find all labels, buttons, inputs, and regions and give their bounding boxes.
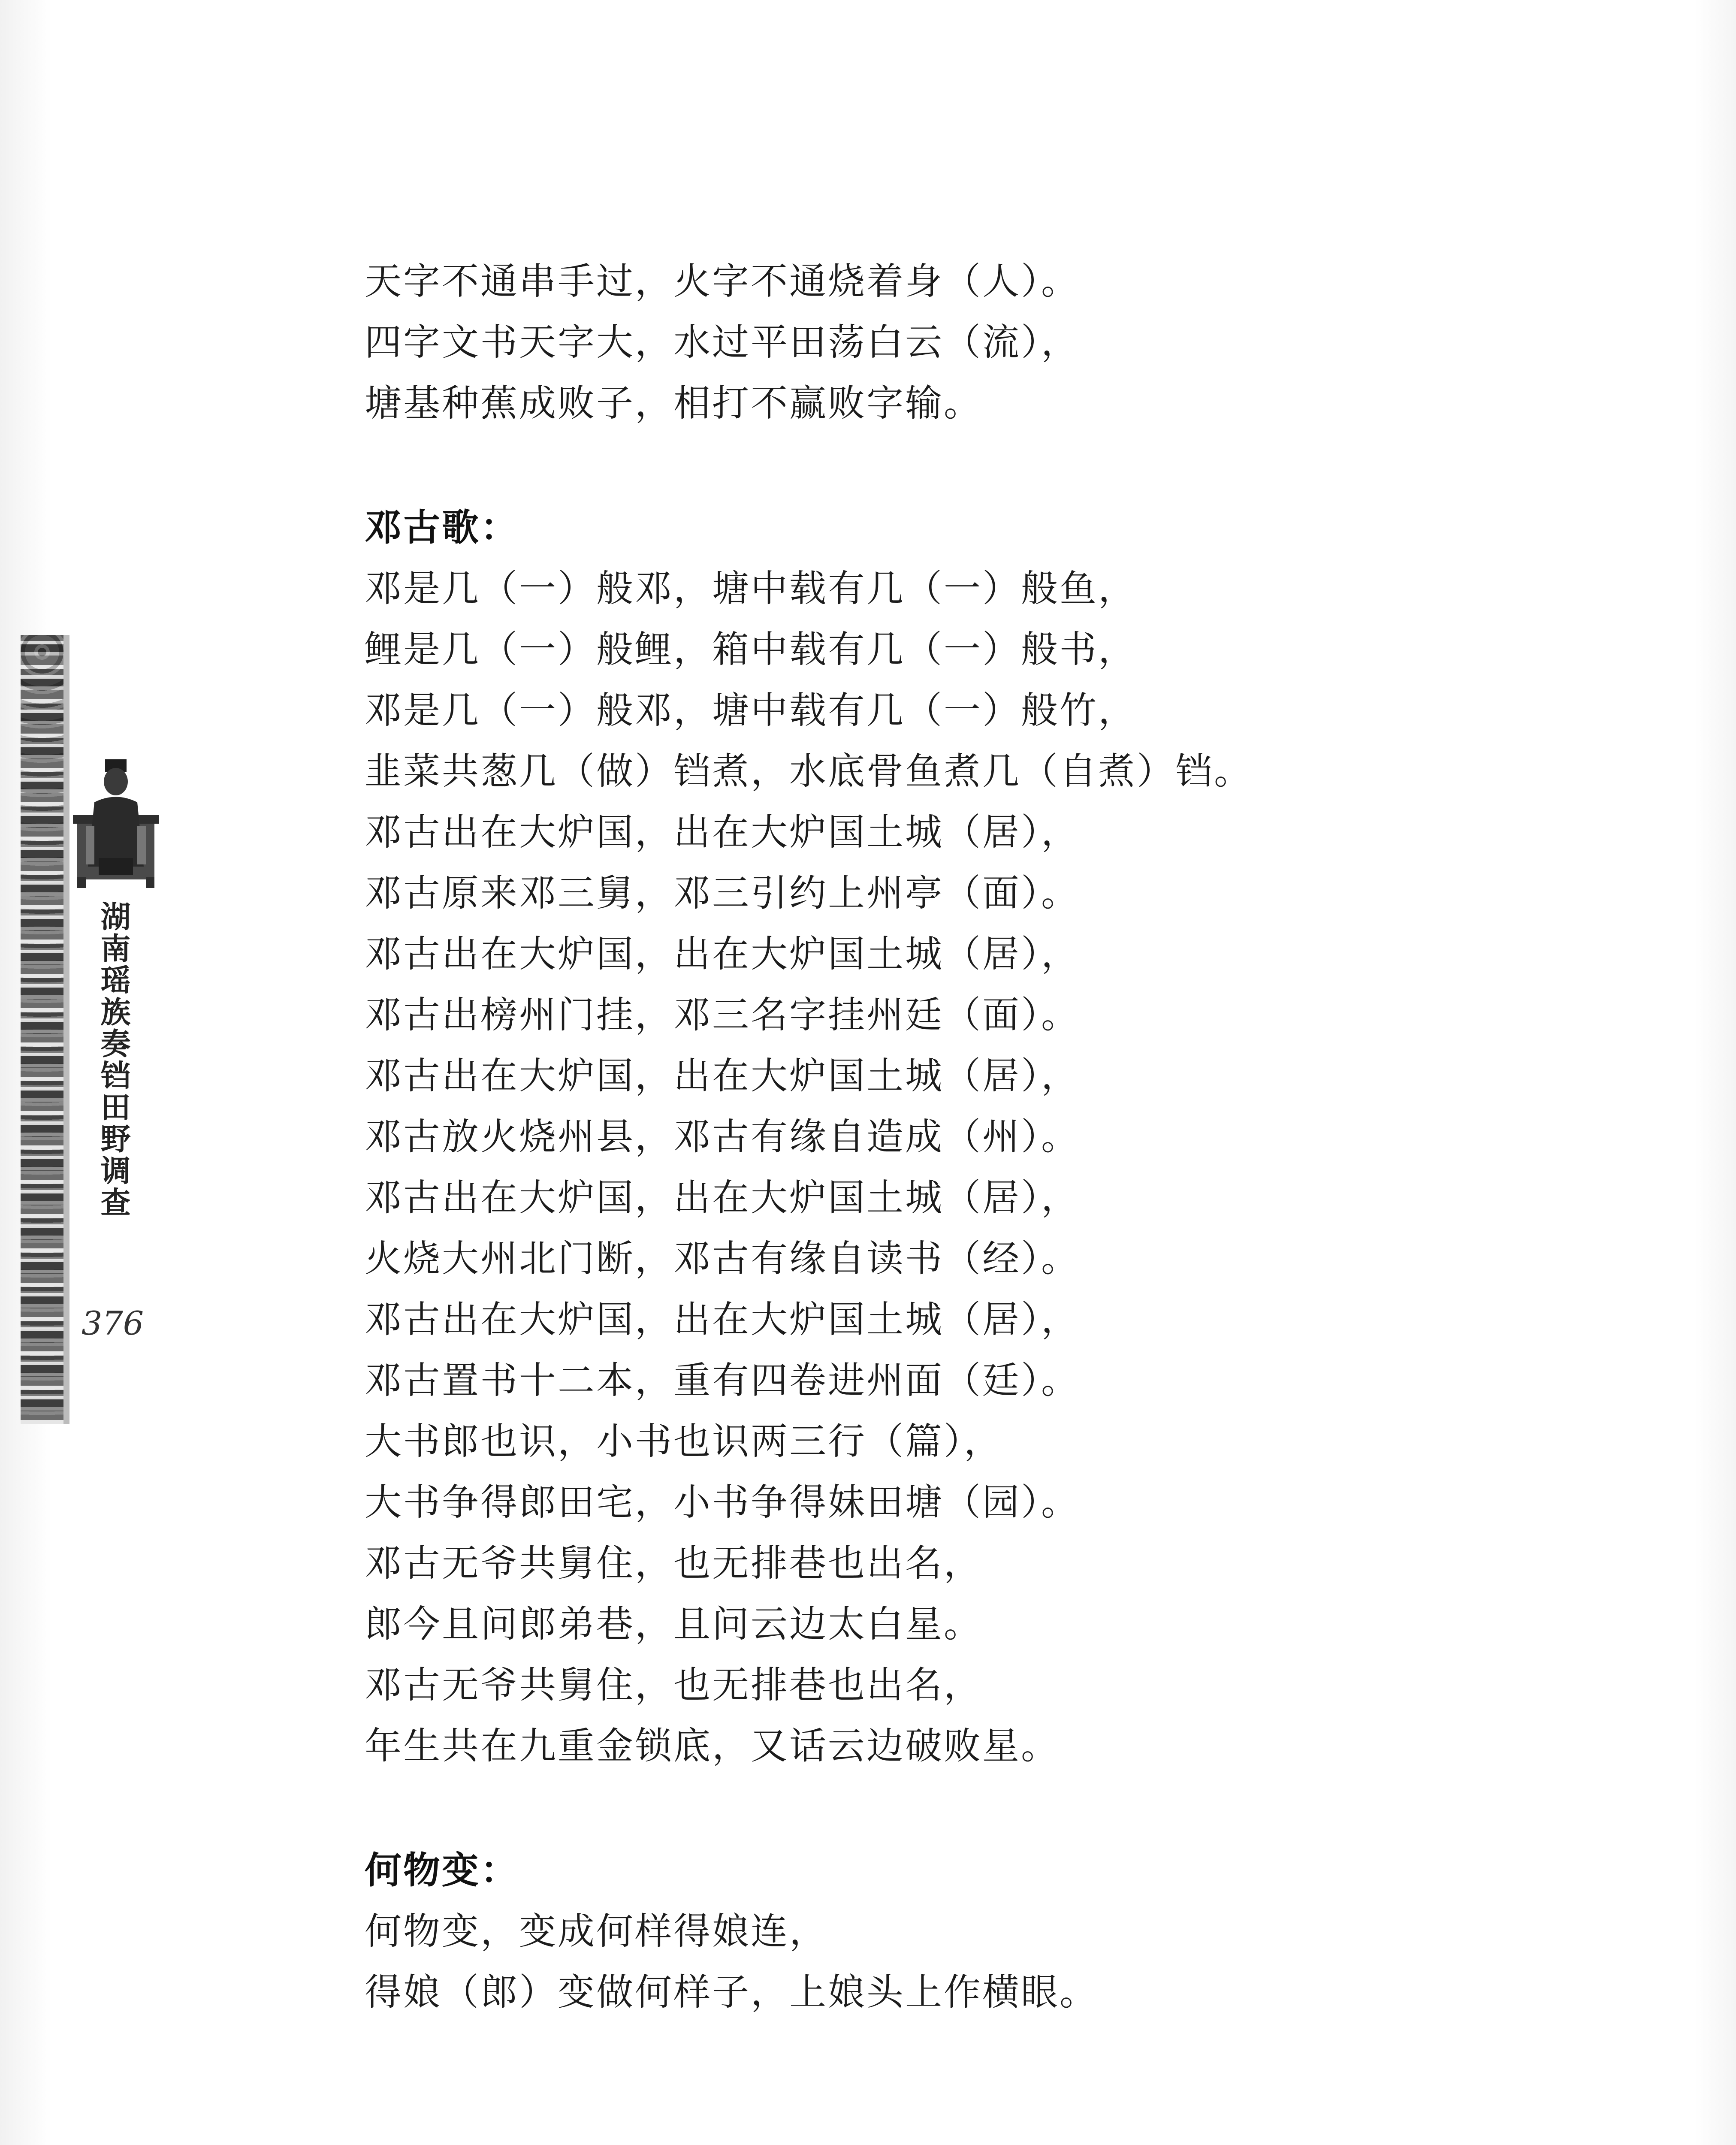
text-line: 邓古出在大炉国，出在大炉国土城（居）， — [365, 1176, 1080, 1219]
text-line: 邓古出榜州门挂，邓三名字挂州廷（面）。 — [365, 994, 1080, 1036]
text-line: 邓是几（一）般邓，塘中载有几（一）般鱼， — [365, 567, 1137, 610]
text-line: 邓古出在大炉国，出在大炉国土城（居）， — [365, 1298, 1080, 1341]
section-gap — [365, 434, 1609, 497]
section-hewubian — [365, 1840, 1609, 2023]
seated-figure-icon — [69, 755, 163, 888]
text-line: 得娘（郎）变做何样子，上娘头上作横眼。 — [365, 1971, 1098, 2014]
section-dengu — [365, 497, 1609, 1776]
text-line: 邓古出在大炉国，出在大炉国土城（居）， — [365, 933, 1080, 976]
main-text-column — [365, 251, 1609, 2023]
text-line: 塘基种蕉成败子，相打不赢败字输。 — [365, 382, 982, 425]
text-line: 何物变，变成何样得娘连， — [365, 1910, 828, 1953]
text-line: 郎今且问郎弟巷，且问云边太白星。 — [365, 1603, 982, 1646]
section-heading: 何物变： — [365, 1849, 519, 1892]
text-line: 年生共在九重金锁底，又话云边破败星。 — [365, 1725, 1060, 1767]
text-line: 四字文书天字大，水过平田荡白云（流）， — [365, 321, 1080, 364]
text-line: 韭菜共葱几（做）铛煮，水底骨鱼煮几（自煮）铛。 — [365, 750, 1253, 793]
decorative-border-inner — [63, 635, 69, 1424]
text-line: 火烧大州北门断，邓古有缘自读书（经）。 — [365, 1237, 1080, 1280]
page-number: 376 — [82, 1304, 144, 1342]
series-title-vertical: 湖南瑶族奏铛田野调查 — [96, 901, 131, 1218]
text-line: 邓古原来邓三舅，邓三引约上州亭（面）。 — [365, 872, 1080, 915]
text-line: 邓是几（一）般邓，塘中载有几（一）般竹， — [365, 689, 1137, 732]
text-line: 天字不通串手过，火字不通烧着身（人）。 — [365, 260, 1080, 303]
text-line: 大书争得郎田宅，小书争得妹田塘（园）。 — [365, 1481, 1080, 1524]
section-heading: 邓古歌： — [365, 506, 519, 549]
text-line: 邓古出在大炉国，出在大炉国土城（居）， — [365, 811, 1080, 854]
text-line: 邓古放火烧州县，邓古有缘自造成（州）。 — [365, 1115, 1080, 1158]
text-line: 邓古出在大炉国，出在大炉国土城（居）， — [365, 1054, 1080, 1097]
text-line: 鲤是几（一）般鲤，箱中载有几（一）般书， — [365, 628, 1137, 671]
text-line: 邓古无爷共舅住，也无排巷也出名， — [365, 1542, 982, 1585]
text-line: 邓古置书十二本，重有四卷进州面（廷）。 — [365, 1359, 1080, 1402]
poem-intro — [365, 251, 1609, 434]
text-line: 大书郎也识，小书也识两三行（篇）， — [365, 1420, 1002, 1463]
section-gap — [365, 1776, 1609, 1840]
seated-figure-illustration — [69, 755, 163, 888]
text-line: 邓古无爷共舅住，也无排巷也出名， — [365, 1664, 982, 1707]
decorative-border-strip — [21, 635, 66, 1424]
